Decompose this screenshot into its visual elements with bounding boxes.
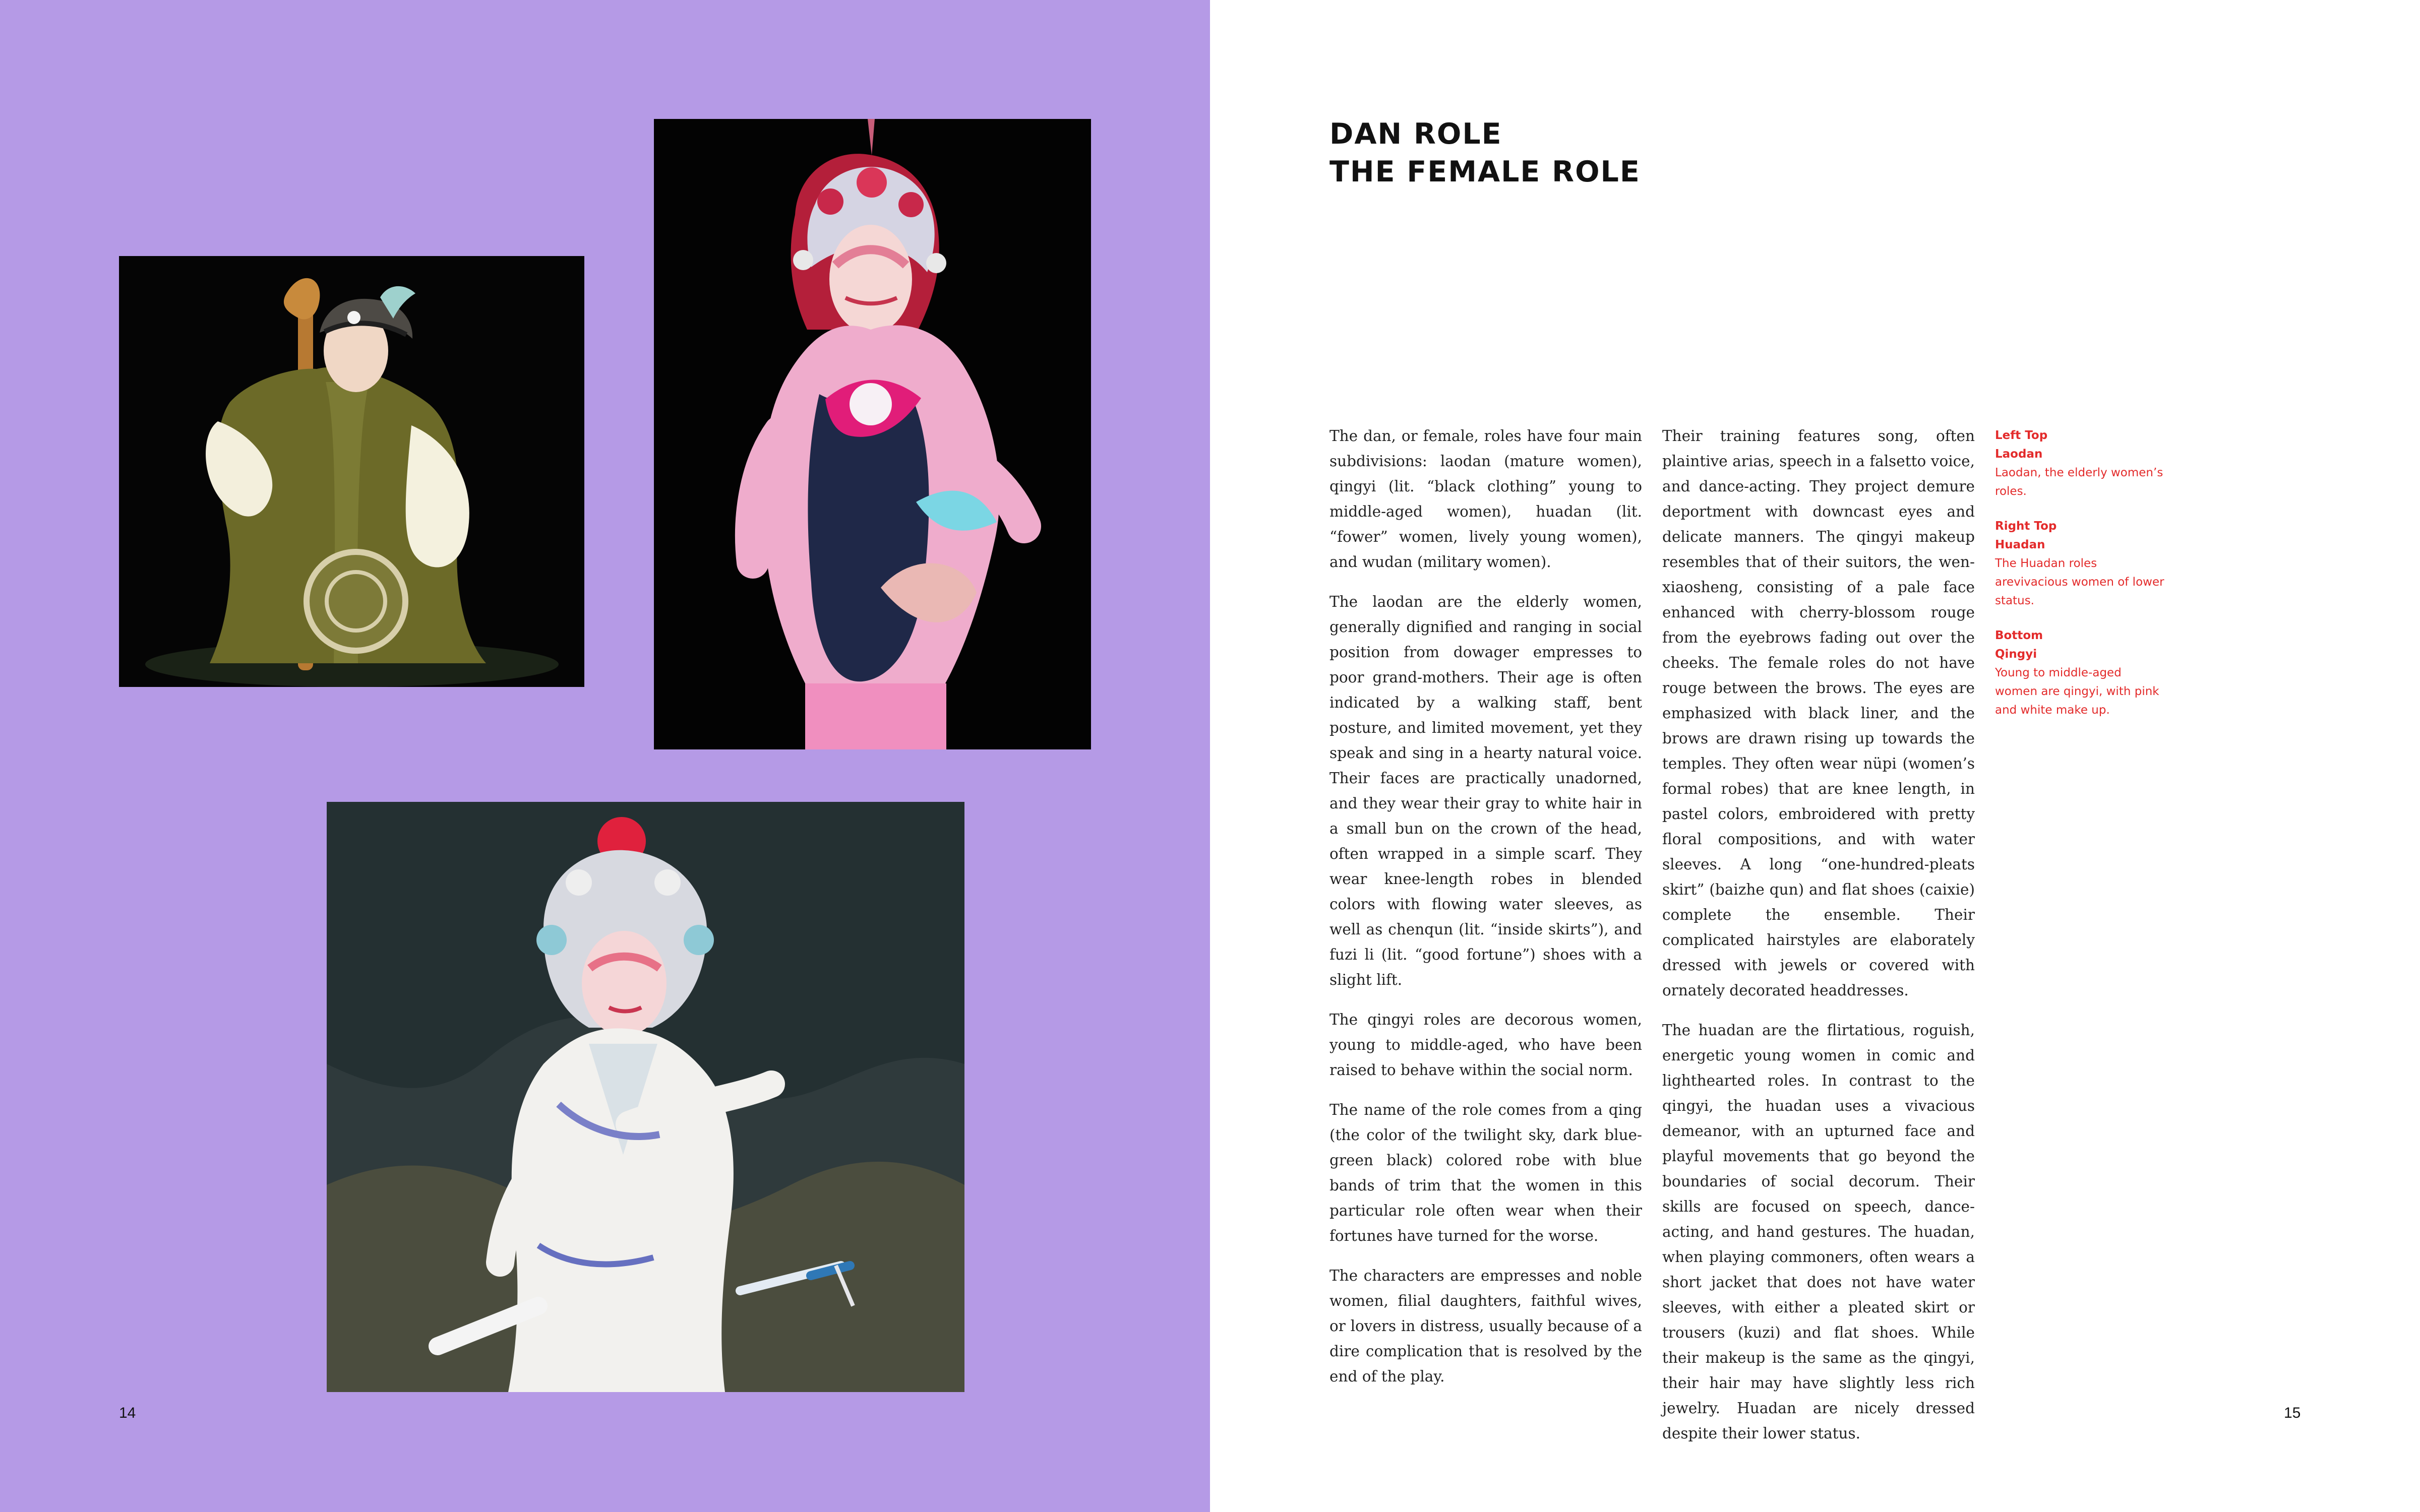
paragraph: The huadan are the flirtatious, roguish, energetic young women in comic and lighthearted roles. In contrast to the qingyi, the huadan uses a vivacious demeanor, with an upturned face and playful movements that go beyond the boundaries of social decorum. Their skills are focused on speech, dance-acting, and hand gestures. The huadan, when playing commoners, often wears a short jacket that does not have water sleeves, with either a pleated skirt or trousers (kuzi) and flat shoes. While their makeup is the same as the qingyi, their hair may have slightly less rich jewelry. Huadan are nicely dressed despite their lower status. [1662, 1022, 1975, 1442]
text-column-right [1662, 423, 1975, 1461]
page-number-right: 15 [2284, 1405, 2301, 1421]
caption-bottom [1995, 626, 2166, 720]
photo-qingyi [327, 802, 964, 1392]
title-line-1: DAN ROLE [1329, 117, 1502, 151]
caption-role: Qingyi [1995, 648, 2037, 661]
photo-huadan-image [654, 119, 1091, 749]
caption-description: Laodan, the elderly women’s roles. [1995, 466, 2163, 498]
caption-position: Bottom [1995, 629, 2043, 642]
caption-description: Young to middle-aged women are qingyi, with pink and white make up. [1995, 666, 2159, 717]
paragraph: The characters are empresses and noble women, filial daughters, faithful wives, or lovers in distress, usually because of a dire complication that is resolved by the end of the play. [1329, 1267, 1642, 1385]
paragraph: The laodan are the elderly women, generally dignified and ranging in social position from dowager empresses to poor grand-mothers. Their age is often indicated by a walking staff, bent posture, and limited movement, yet they speak and sing in a hearty natural voice. Their faces are practically unadorned, and they wear their gray to white hair in a small bun on the crown of the head, often wrapped in a simple scarf. They wear knee-length robes in blended colors with flowing water sleeves, as well as chenqun (lit. “inside skirts”), and fuzi li (lit. “good fortune”) shoes with a slight lift. [1329, 593, 1642, 988]
caption-description: The Huadan roles arevivacious women of lower status. [1995, 557, 2164, 607]
paragraph: The dan, or female, roles have four main subdivisions: laodan (mature women), qingyi (lit. “black clothing” young to middle-aged women), huadan (lit. “fower” women, lively young women), and wudan (military women). [1329, 427, 1642, 571]
caption-right-top [1995, 517, 2166, 610]
paragraph: The qingyi roles are decorous women, young to middle-aged, who have been raised to behave within the social norm. [1329, 1011, 1642, 1079]
caption-left-top [1995, 426, 2166, 501]
photo-captions [1995, 426, 2166, 736]
photo-laodan-image [119, 256, 584, 687]
caption-position: Left Top [1995, 429, 2048, 442]
caption-position: Right Top [1995, 520, 2057, 533]
paragraph: Their training features song, often plaintive arias, speech in a falsetto voice, and dance-acting. They project demure deportment with downcast eyes and delicate manners. The qingyi makeup resembles that of their suitors, the wen-xiaosheng, consisting of a pale face enhanced with cherry-blossom rouge from the eyebrows fading out over the cheeks. The female roles do not have rouge between the brows. The eyes are emphasized with black liner, and the brows are drawn rising up towards the temples. They often wear nüpi (women’s formal robes) that are knee length, in pastel colors, embroidered with pretty floral compositions, and with water sleeves. A long “one-hundred-pleats skirt” (baizhe qun) and flat shoes (caixie) complete the ensemble. Their complicated hairstyles are elaborately dressed with jewels or covered with ornately decorated headdresses. [1662, 427, 1975, 999]
title-line-2: THE FEMALE ROLE [1329, 155, 1641, 188]
photo-huadan [654, 119, 1091, 749]
paragraph: The name of the role comes from a qing (the color of the twilight sky, dark blue-green black) colored robe with blue bands of trim that the women in this particular role often wear when their fortunes have turned for the worse. [1329, 1101, 1642, 1244]
caption-role: Laodan [1995, 448, 2043, 461]
page-title [1329, 115, 1641, 191]
photo-qingyi-image [327, 802, 964, 1392]
photo-laodan [119, 256, 584, 687]
caption-role: Huadan [1995, 538, 2045, 551]
text-column-left [1329, 423, 1642, 1404]
page-number-left: 14 [119, 1405, 136, 1421]
